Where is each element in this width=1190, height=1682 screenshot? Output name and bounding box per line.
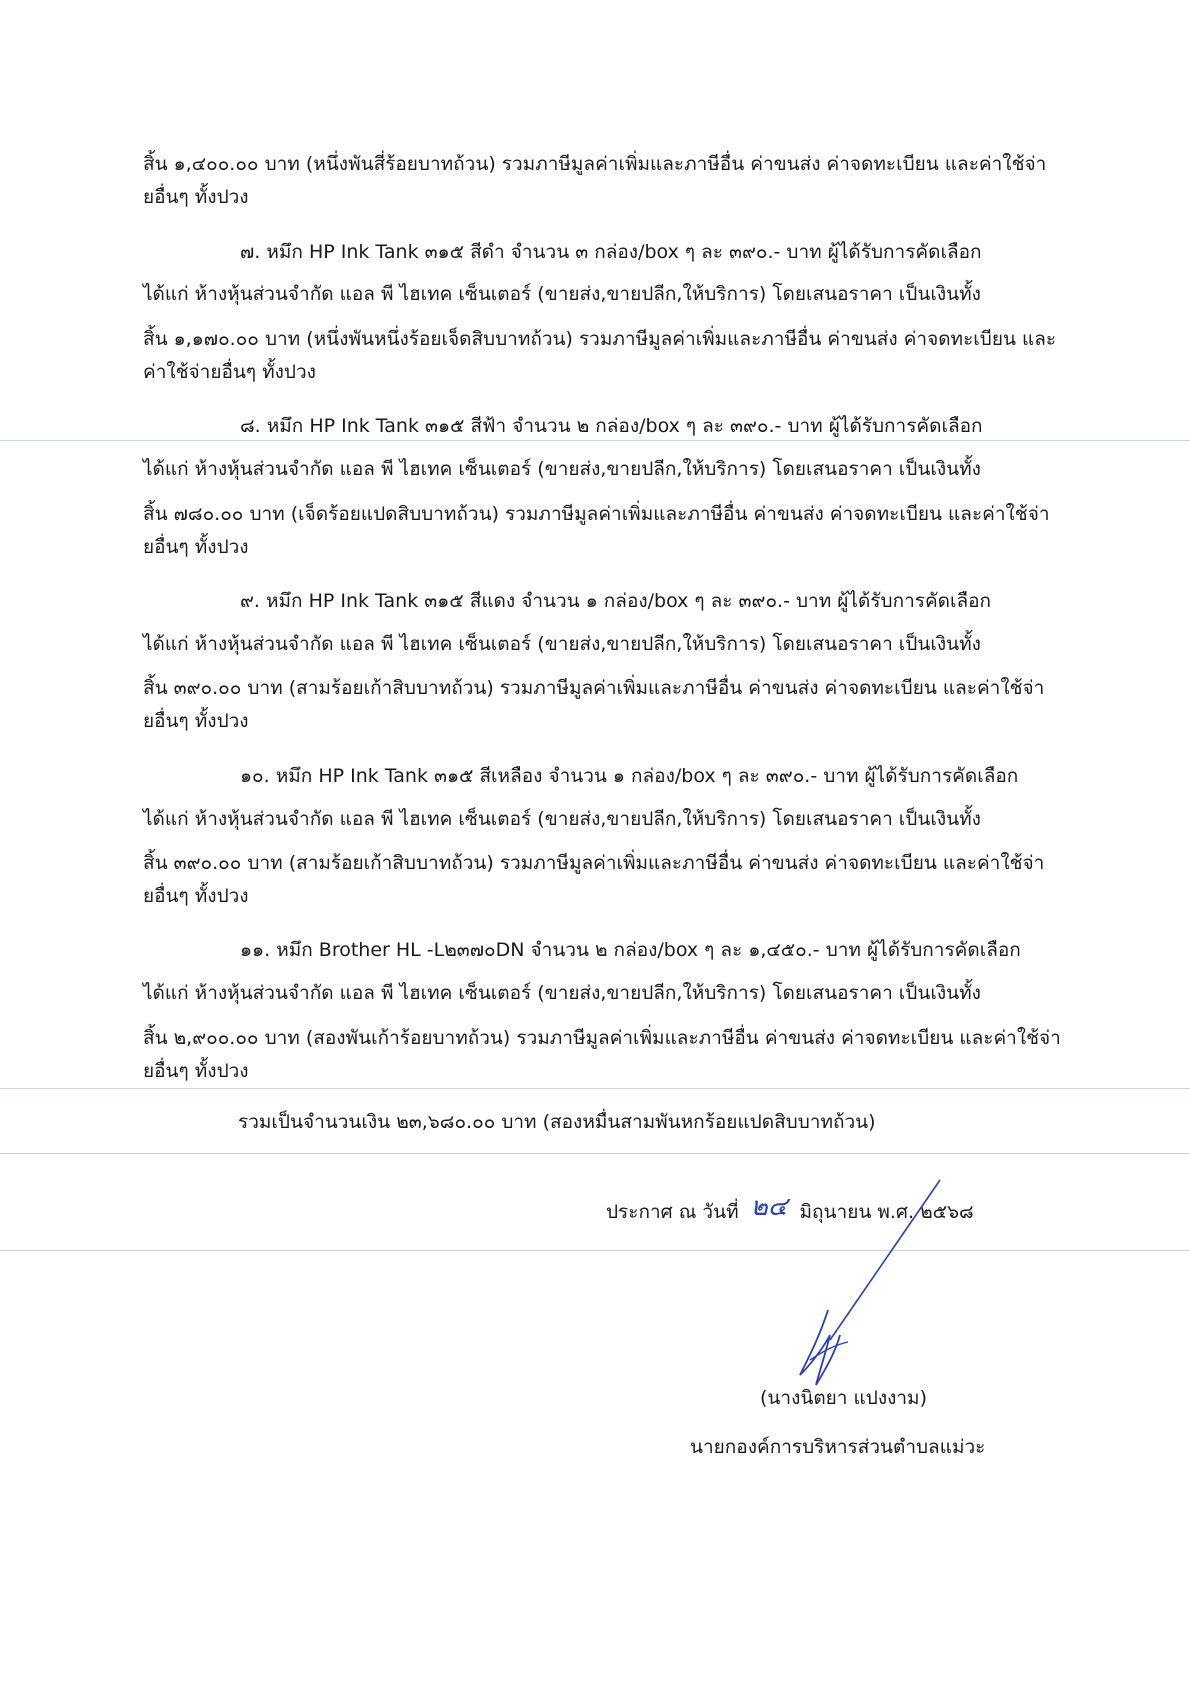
paragraph-line: ยอื่นๆ ทั้งปวง (143, 186, 249, 208)
paragraph-line: ยอื่นๆ ทั้งปวง (143, 536, 249, 558)
signature-icon (770, 1160, 990, 1410)
scan-line (0, 440, 1190, 441)
date-prefix: ประกาศ ณ วันที่ (606, 1201, 739, 1223)
scan-line (0, 1153, 1190, 1154)
paragraph-line: สิ้น ๒,๙๐๐.๐๐ บาท (สองพันเก้าร้อยบาทถ้วน) รวมภาษีมูลค่าเพิ่มและภาษีอื่น ค่าขนส่ง ค่าจดทะเบียน และค่าใช้จ่า (143, 1027, 1061, 1049)
signer-position: นายกองค์การบริหารส่วนตำบลแม่วะ (690, 1436, 986, 1458)
paragraph-line: ยอื่นๆ ทั้งปวง (143, 710, 249, 732)
paragraph-line: สิ้น ๑,๔๐๐.๐๐ บาท (หนึ่งพันสี่ร้อยบาทถ้วน) รวมภาษีมูลค่าเพิ่มและภาษีอื่น ค่าขนส่ง ค่าจดทะเบียน และค่าใช้จ่า (143, 153, 1047, 175)
handwritten-day: ๒๔ (750, 1192, 788, 1222)
paragraph-line: ได้แก่ ห้างหุ้นส่วนจำกัด แอล พี ไฮเทค เซ็นเตอร์ (ขายส่ง,ขายปลีก,ให้บริการ) โดยเสนอราคา เป็นเงินทั้ง (143, 808, 981, 830)
item-7-heading: ๗. หมึก HP Ink Tank ๓๑๕ สีดำ จำนวน ๓ กล่อง/box ๆ ละ ๓๙๐.- บาท ผู้ได้รับการคัดเลือก (240, 241, 982, 263)
grand-total: รวมเป็นจำนวนเงิน ๒๓,๖๘๐.๐๐ บาท (สองหมื่นสามพันหกร้อยแปดสิบบาทถ้วน) (238, 1111, 876, 1133)
paragraph-line: ได้แก่ ห้างหุ้นส่วนจำกัด แอล พี ไฮเทค เซ็นเตอร์ (ขายส่ง,ขายปลีก,ให้บริการ) โดยเสนอราคา เป็นเงินทั้ง (143, 633, 981, 655)
date-suffix: มิถุนายน พ.ศ. ๒๕๖๘ (799, 1201, 974, 1223)
item-11-heading: ๑๑. หมึก Brother HL -L๒๓๗๐DN จำนวน ๒ กล่อง/box ๆ ละ ๑,๔๕๐.- บาท ผู้ได้รับการคัดเลือก (240, 939, 1021, 961)
signer-name: (นางนิตยา แปงงาม) (760, 1387, 927, 1409)
paragraph-line: ได้แก่ ห้างหุ้นส่วนจำกัด แอล พี ไฮเทค เซ็นเตอร์ (ขายส่ง,ขายปลีก,ให้บริการ) โดยเสนอราคา เป็นเงินทั้ง (143, 283, 981, 305)
item-8-heading: ๘. หมึก HP Ink Tank ๓๑๕ สีฟ้า จำนวน ๒ กล่อง/box ๆ ละ ๓๙๐.- บาท ผู้ได้รับการคัดเลือก (240, 415, 983, 437)
paragraph-line: ยอื่นๆ ทั้งปวง (143, 885, 249, 907)
scan-line (0, 1250, 1190, 1251)
item-10-heading: ๑๐. หมึก HP Ink Tank ๓๑๕ สีเหลือง จำนวน ๑ กล่อง/box ๆ ละ ๓๙๐.- บาท ผู้ได้รับการคัดเลือก (240, 765, 1019, 787)
paragraph-line: ค่าใช้จ่ายอื่นๆ ทั้งปวง (143, 361, 316, 383)
paragraph-line: สิ้น ๗๘๐.๐๐ บาท (เจ็ดร้อยแปดสิบบาทถ้วน) รวมภาษีมูลค่าเพิ่มและภาษีอื่น ค่าขนส่ง ค่าจดทะเบียน และค่าใช้จ่า (143, 503, 1050, 525)
item-9-heading: ๙. หมึก HP Ink Tank ๓๑๕ สีแดง จำนวน ๑ กล่อง/box ๆ ละ ๓๙๐.- บาท ผู้ได้รับการคัดเลือก (240, 590, 992, 612)
paragraph-line: สิ้น ๓๙๐.๐๐ บาท (สามร้อยเก้าสิบบาทถ้วน) รวมภาษีมูลค่าเพิ่มและภาษีอื่น ค่าขนส่ง ค่าจดทะเบียน และค่าใช้จ่า (143, 852, 1045, 874)
paragraph-line: ได้แก่ ห้างหุ้นส่วนจำกัด แอล พี ไฮเทค เซ็นเตอร์ (ขายส่ง,ขายปลีก,ให้บริการ) โดยเสนอราคา เป็นเงินทั้ง (143, 458, 981, 480)
paragraph-line: ได้แก่ ห้างหุ้นส่วนจำกัด แอล พี ไฮเทค เซ็นเตอร์ (ขายส่ง,ขายปลีก,ให้บริการ) โดยเสนอราคา เป็นเงินทั้ง (143, 982, 981, 1004)
scan-line (0, 1088, 1190, 1089)
paragraph-line: สิ้น ๑,๑๗๐.๐๐ บาท (หนึ่งพันหนึ่งร้อยเจ็ดสิบบาทถ้วน) รวมภาษีมูลค่าเพิ่มและภาษีอื่น ค่าขนส่ง ค่าจดทะเบียน และ (143, 328, 1057, 350)
paragraph-line: สิ้น ๓๙๐.๐๐ บาท (สามร้อยเก้าสิบบาทถ้วน) รวมภาษีมูลค่าเพิ่มและภาษีอื่น ค่าขนส่ง ค่าจดทะเบียน และค่าใช้จ่า (143, 677, 1045, 699)
paragraph-line: ยอื่นๆ ทั้งปวง (143, 1060, 249, 1082)
